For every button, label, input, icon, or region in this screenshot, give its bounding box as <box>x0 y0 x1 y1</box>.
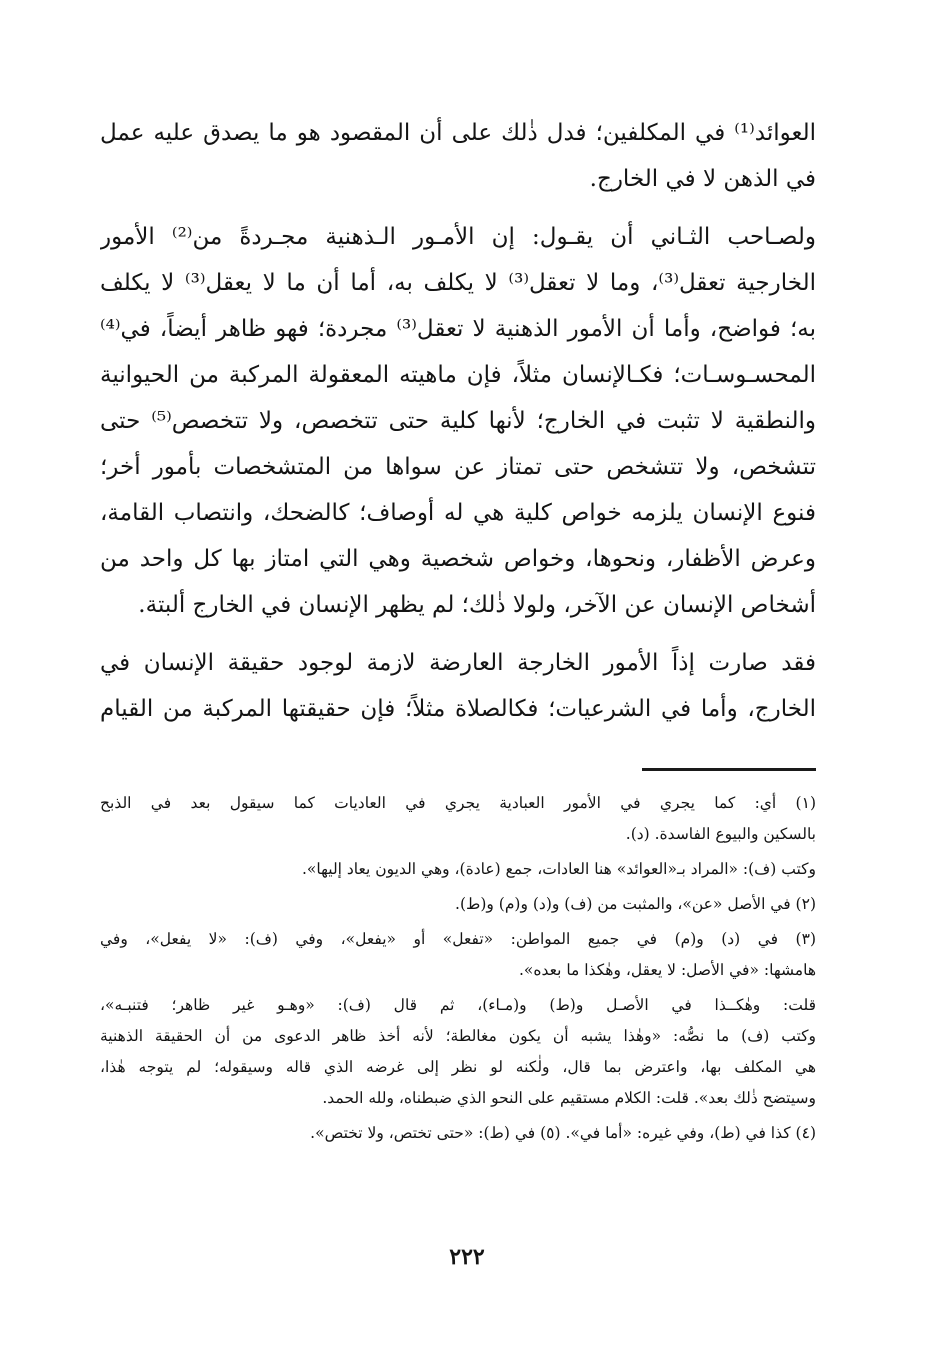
page-number: ٢٢٢ <box>449 1244 485 1270</box>
footnote-line: قلت: وهٰكــذا في الأصـل و(ط) و(مـاء)، ثم قال (ف): «وهـو غير ظاهر؛ فتنبـه»، <box>100 996 816 1014</box>
paragraph-gap <box>100 202 816 214</box>
body-line: تتشخص، ولا تتشخص حتى تمتاز عن سواها من المتشخصات بأمور أخر؛ <box>100 454 816 480</box>
footnote-line: (٣) في (د) و(م) في جميع المواطن: «تفعل» أو «يفعل»، وفي (ف): «لا يفعل»، وفي <box>100 930 816 948</box>
paragraph-gap <box>100 628 816 640</box>
footnote-separator <box>642 768 816 771</box>
body-line: الخارج، وأما في الشرعيات؛ فكالصلاة مثلاً؛ فإن حقيقتها المركبة من القيام <box>100 696 816 722</box>
body-line: وعرض الأظفار، ونحوها، وخواص شخصية وهي التي امتاز بها كل واحد من <box>100 546 816 572</box>
body-line: ولصـاحب الثـاني أن يقـول: إن الأمـور الـذهنية مجـردةً من⁽²⁾ الأمور <box>100 224 816 250</box>
body-line: والنطقية لا تثبت في الخارج؛ لأنها كلية حتى تتخصص، ولا تتخصص⁽⁵⁾ حتى <box>100 408 816 434</box>
footnote-line: وكتب (ف) ما نصُّه: «وهٰذا يشبه أن يكون مغالطة؛ لأنه أخذ ظاهر الدعوى من أن الحقيقة الذهنية <box>100 1027 816 1045</box>
footnote-line: وكتب (ف): «المراد بـ«العوائد» هنا العادات، جمع (عادة)، وهي الديون يعاد إليها». <box>301 860 816 878</box>
footnote-line: بالسكين والبيوع الفاسدة. (د). <box>625 825 816 843</box>
body-line: أشخاص الإنسان عن الآخر، ولولا ذٰلك؛ لم يظهر الإنسان في الخارج ألبتة. <box>138 592 816 618</box>
footnote-line: (٢) في الأصل «عن»، والمثبت من (ف) و(د) و(م) و(ط). <box>455 895 816 913</box>
body-line: العوائد⁽¹⁾ في المكلفين؛ فدل ذٰلك على أن المقصود هو ما يصدق عليه عمل <box>100 120 816 146</box>
footnote-line: وسيتضح ذٰلك بعد». قلت: الكلام مستقيم على النحو الذي ضبطناه، ولله الحمد. <box>322 1089 816 1107</box>
footnote-line: هامشها: «في الأصل: لا يعقل، وهٰكذا ما بعده». <box>518 961 816 979</box>
footnotes <box>100 788 816 1149</box>
body-line: الخارجية تعقل⁽³⁾، وما لا تعقل⁽³⁾ لا يكلف به، أما أن ما لا يعقل⁽³⁾ لا يكلف <box>100 270 816 296</box>
footnote-line: هي المكلف بها، واعترض بما قال، ولٰكنه لو نظر إلى غرضه الذي قاله وسيقوله؛ لم يتوجه هٰذا، <box>100 1058 816 1076</box>
main-text <box>100 110 816 732</box>
footnote-line: (٤) كذا في (ط)، وفي غيره: «أما في». (٥) في (ط): «حتى تختص، ولا تختص». <box>310 1124 816 1142</box>
footnote-line: (١) أي: كما يجري في الأمور العبادية يجري في العاديات كما سيقول بعد في الذبح <box>100 794 816 812</box>
body-line: المحسـوسـات؛ فكـالإنسان مثلاً، فإن ماهيته المعقولة المركبة من الحيوانية <box>100 362 816 388</box>
body-line: به؛ فواضح، وأما أن الأمور الذهنية لا تعقل⁽³⁾ مجردة؛ فهو ظاهر أيضاً، في⁽⁴⁾ <box>100 316 816 342</box>
body-line: فنوع الإنسان يلزمه خواص كلية هي له أوصاف؛ كالضحك، وانتصاب القامة، <box>100 500 816 526</box>
body-line: فقد صارت إذاً الأمور الخارجة العارضة لازمة لوجود حقيقة الإنسان في <box>100 650 816 676</box>
body-line: في الذهن لا في الخارج. <box>589 166 816 192</box>
